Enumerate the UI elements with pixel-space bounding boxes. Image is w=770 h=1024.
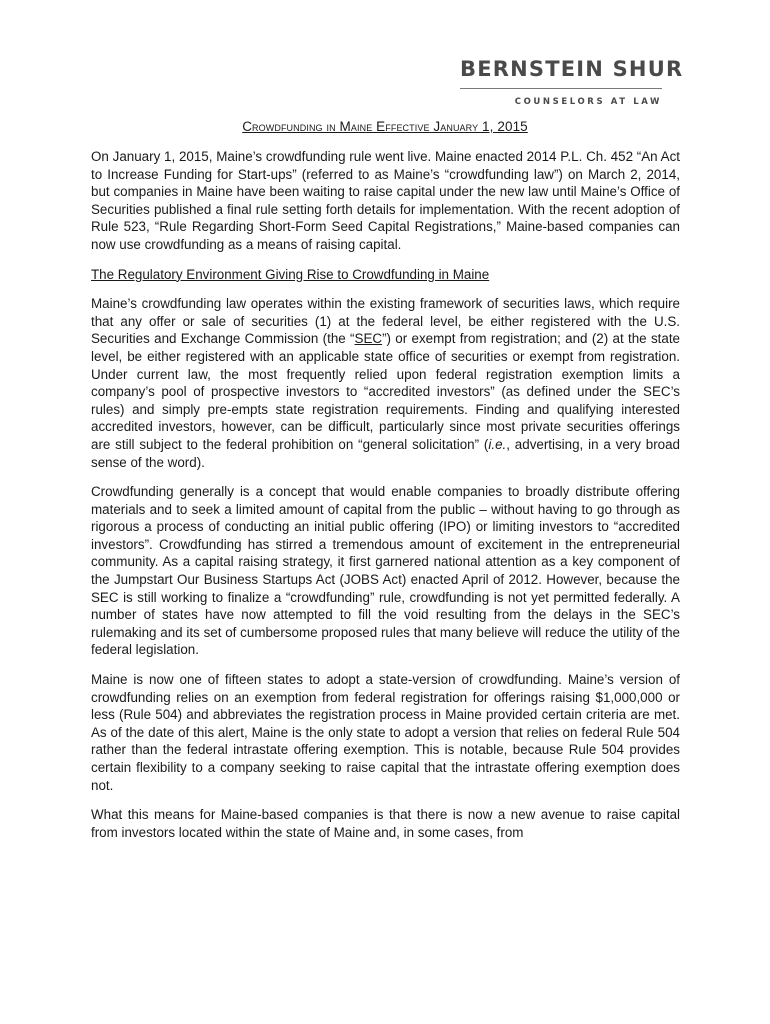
paragraph-regulatory-text-2: ”) or exempt from registration; and (2) at the state level, be either registered with an applicable state office of securities or exempt from registration. Under current law, the most frequently relied upon federal registration exemption limits a company’s pool of prospective investors to “accredited investors” (as defined under the SEC’s rules) and simply pre-empts state registration requirements. Finding and qualifying interested accredited investors, however, can be difficult, particularly since most private securities offerings are still subject to the federal prohibition on “general solicitation” (	[91, 331, 680, 452]
ie-abbreviation: i.e.	[488, 436, 507, 452]
section-heading-regulatory: The Regulatory Environment Giving Rise to Crowdfunding in Maine	[91, 266, 490, 282]
sec-abbreviation: SEC	[354, 331, 383, 347]
paragraph-regulatory	[91, 295, 680, 471]
logo-name: BERNSTEIN SHUR	[460, 57, 684, 81]
document-body	[91, 148, 680, 853]
paragraph-crowdfunding-concept: Crowdfunding generally is a concept that would enable companies to broadly distribute offering materials and to seek a limited amount of capital from the public – without having to go through as rigorous a process of conducting an initial public offering (IPO) or limiting investors to “accredited investors”. Crowdfunding has stirred a tremendous amount of excitement in the entrepreneurial community. As a capital raising strategy, it first garnered national attention as a key component of the Jumpstart Our Business Startups Act (JOBS Act) enacted April of 2012. However, because the SEC is still working to finalize a “crowdfunding” rule, crowdfunding is not yet permitted federally. A number of states have now attempted to fill the void resulting from the delays in the SEC’s rulemaking and its set of cumbersome proposed rules that many believe will reduce the utility of the federal legislation.	[91, 484, 680, 658]
document-title: Crowdfunding in Maine Effective January 1, 2015	[242, 119, 528, 134]
paragraph-regulatory-text-3: , advertising, in a very broad sense of the word).	[91, 436, 680, 470]
paragraph-intro: On January 1, 2015, Maine’s crowdfunding rule went live. Maine enacted 2014 P.L. Ch. 452 “An Act to Increase Funding for Start-ups” (referred to as Maine’s “crowdfunding law”) on March 2, 2014, but companies in Maine have been waiting to raise capital under the new law until Maine’s Office of Securities published a final rule setting forth details for implementation. With the recent adoption of Rule 523, “Rule Regarding Short-Form Seed Capital Registrations,” Maine-based companies can now use crowdfunding as a means of raising capital.	[91, 149, 680, 252]
paragraph-maine-version: Maine is now one of fifteen states to adopt a state-version of crowdfunding. Maine’s version of crowdfunding relies on an exemption from federal registration for offerings raising $1,000,000 or less (Rule 504) and abbreviates the registration process in Maine provided certain criteria are met. As of the date of this alert, Maine is the only state to adopt a version that relies on federal Rule 504 rather than the federal intrastate offering exemption. This is notable, because Rule 504 provides certain flexibility to a company seeking to raise capital that the intrastate offering exemption does not.	[91, 672, 680, 793]
logo-tagline: COUNSELORS AT LAW	[514, 97, 662, 107]
firm-logo	[460, 56, 684, 107]
paragraph-what-this-means: What this means for Maine-based companies is that there is now a new avenue to raise capital from investors located within the state of Maine and, in some cases, from	[91, 807, 680, 840]
logo-divider	[460, 88, 662, 89]
paragraph-regulatory-text-1: Maine’s crowdfunding law operates within the existing framework of securities laws, which require that any offer or sale of securities (1) at the federal level, be either registered with the U.S. Securities and Exchange Commission (the “	[91, 296, 680, 347]
